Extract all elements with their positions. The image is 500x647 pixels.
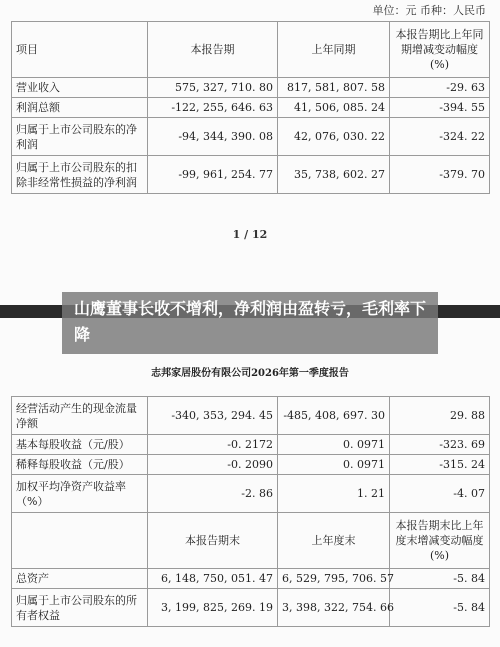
cell-prior: -485, 408, 697. 30 xyxy=(278,397,390,435)
cell-change: -4. 07 xyxy=(390,475,490,513)
headline-overlay: 山鹰董事长收不增利，净利润由盈转亏，毛利率下降 xyxy=(62,292,438,354)
cell-current: -99, 961, 254. 77 xyxy=(148,156,278,194)
financial-table-top xyxy=(11,21,490,194)
cell-prior: 42, 076, 030. 22 xyxy=(278,118,390,156)
cell-current: -0. 2090 xyxy=(148,455,278,475)
cell-change: -324. 22 xyxy=(390,118,490,156)
cell-change: 29. 88 xyxy=(390,397,490,435)
cell-change: -379. 70 xyxy=(390,156,490,194)
row-label: 利润总额 xyxy=(12,98,148,118)
table-row xyxy=(12,475,490,513)
table-header-row xyxy=(12,513,490,569)
cell-prior: 1. 21 xyxy=(278,475,390,513)
table-row xyxy=(12,569,490,589)
cell-prior: 0. 0971 xyxy=(278,455,390,475)
row-label: 经营活动产生的现金流量净额 xyxy=(12,397,148,435)
table-row xyxy=(12,455,490,475)
table-header-row xyxy=(12,22,490,78)
page-number: 1 / 12 xyxy=(232,228,268,241)
cell-change: -315. 24 xyxy=(390,455,490,475)
cell-current: 3, 199, 825, 269. 19 xyxy=(148,589,278,627)
table-row xyxy=(12,156,490,194)
cell-current: -2. 86 xyxy=(148,475,278,513)
table-row xyxy=(12,118,490,156)
cell-prior: 41, 506, 085. 24 xyxy=(278,98,390,118)
row-label: 总资产 xyxy=(12,569,148,589)
header-cell xyxy=(12,513,148,569)
cell-current: -94, 344, 390. 08 xyxy=(148,118,278,156)
table-row xyxy=(12,98,490,118)
cell-prior: 0. 0971 xyxy=(278,435,390,455)
table-row xyxy=(12,435,490,455)
cell-current: 575, 327, 710. 80 xyxy=(148,78,278,98)
header-cell: 上年度末 xyxy=(278,513,390,569)
row-label: 归属于上市公司股东的所有者权益 xyxy=(12,589,148,627)
header-cell: 项目 xyxy=(12,22,148,78)
report-title: 志邦家居股份有限公司2026年第一季度报告 xyxy=(151,368,349,379)
financial-table-bottom xyxy=(11,396,490,627)
row-label: 加权平均净资产收益率（%） xyxy=(12,475,148,513)
unit-line: 单位：元 币种：人民币 xyxy=(372,4,486,17)
row-label: 营业收入 xyxy=(12,78,148,98)
row-label: 稀释每股收益（元/股） xyxy=(12,455,148,475)
cell-current: -0. 2172 xyxy=(148,435,278,455)
header-cell: 本报告期 xyxy=(148,22,278,78)
table-row xyxy=(12,589,490,627)
header-cell: 本报告期比上年同期增减变动幅度(%) xyxy=(390,22,490,78)
document-page-top xyxy=(0,0,500,305)
cell-change: -5. 84 xyxy=(390,589,490,627)
table-row xyxy=(12,397,490,435)
row-label: 归属于上市公司股东的净利润 xyxy=(12,118,148,156)
row-label: 基本每股收益（元/股） xyxy=(12,435,148,455)
header-cell: 上年同期 xyxy=(278,22,390,78)
cell-change: -323. 69 xyxy=(390,435,490,455)
header-cell: 本报告期末 xyxy=(148,513,278,569)
table-row xyxy=(12,78,490,98)
cell-current: 6, 148, 750, 051. 47 xyxy=(148,569,278,589)
cell-prior: 35, 738, 602. 27 xyxy=(278,156,390,194)
cell-change: -5. 84 xyxy=(390,569,490,589)
header-cell: 本报告期末比上年度末增减变动幅度(%) xyxy=(390,513,490,569)
cell-current: -340, 353, 294. 45 xyxy=(148,397,278,435)
row-label: 归属于上市公司股东的扣除非经常性损益的净利润 xyxy=(12,156,148,194)
cell-prior: 6, 529, 795, 706. 57 xyxy=(278,569,390,589)
cell-current: -122, 255, 646. 63 xyxy=(148,98,278,118)
cell-prior: 3, 398, 322, 754. 66 xyxy=(278,589,390,627)
cell-change: -29. 63 xyxy=(390,78,490,98)
cell-prior: 817, 581, 807. 58 xyxy=(278,78,390,98)
cell-change: -394. 55 xyxy=(390,98,490,118)
